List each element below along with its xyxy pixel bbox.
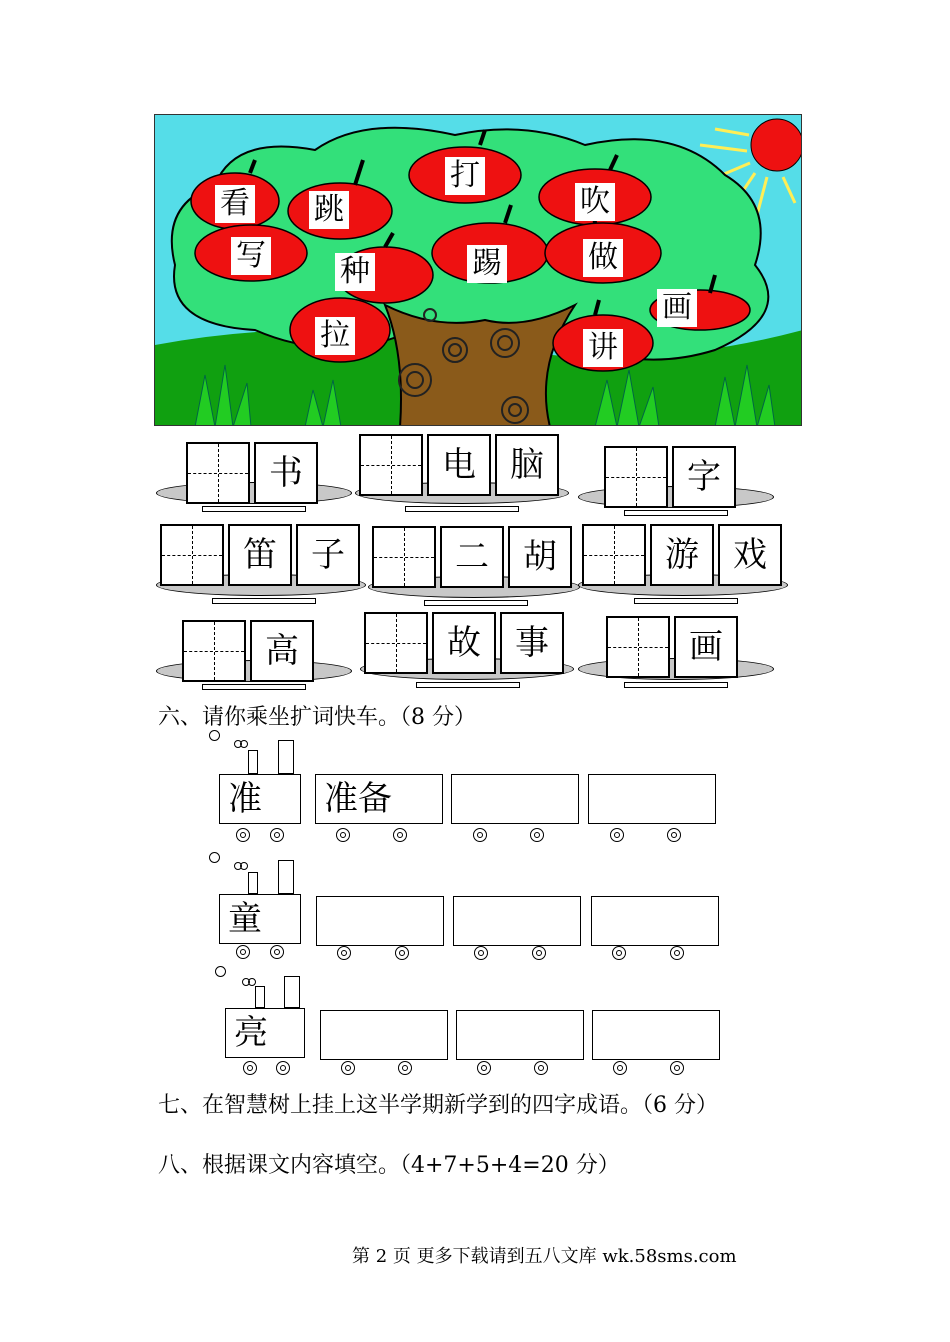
train-car[interactable] xyxy=(453,896,581,946)
sun-icon xyxy=(751,119,802,171)
chimney xyxy=(255,986,265,1008)
plate xyxy=(156,524,366,608)
dish-base xyxy=(212,598,316,604)
char-cell: 脑 xyxy=(495,434,559,496)
plate xyxy=(156,442,352,518)
wheel-icon xyxy=(236,828,250,842)
wheel-icon xyxy=(473,828,487,842)
chimney xyxy=(278,740,294,774)
blank-writing-cell[interactable] xyxy=(604,446,668,508)
smoke-icon xyxy=(209,852,220,863)
char-cell: 笛 xyxy=(228,524,292,586)
char-cell: 书 xyxy=(254,442,318,504)
smoke-icon xyxy=(240,740,248,748)
blank-writing-cell[interactable] xyxy=(186,442,250,504)
blank-writing-cell[interactable] xyxy=(364,612,428,674)
dish-base xyxy=(202,684,306,690)
wheel-icon xyxy=(670,1061,684,1075)
apple-label: 画 xyxy=(657,289,697,327)
char-cell: 事 xyxy=(500,612,564,674)
train-car[interactable] xyxy=(316,896,444,946)
blank-writing-cell[interactable] xyxy=(160,524,224,586)
plate xyxy=(360,612,574,692)
chimney xyxy=(284,976,300,1008)
page-footer: 第 2 页 更多下载请到五八文库 wk.58sms.com xyxy=(352,1246,737,1267)
engine-car: 亮 xyxy=(225,1008,305,1058)
apple-label: 写 xyxy=(231,237,271,275)
wheel-icon xyxy=(477,1061,491,1075)
blank-writing-cell[interactable] xyxy=(372,526,436,588)
dish-base xyxy=(624,682,728,688)
tree-trunk xyxy=(385,305,575,426)
wheel-icon xyxy=(276,1061,290,1075)
dish-base xyxy=(624,510,728,516)
wheel-icon xyxy=(393,828,407,842)
blank-writing-cell[interactable] xyxy=(182,620,246,682)
wheel-icon xyxy=(613,1061,627,1075)
dish-base xyxy=(634,598,738,604)
char-cell: 戏 xyxy=(718,524,782,586)
train-car[interactable] xyxy=(591,896,719,946)
plate xyxy=(578,616,774,692)
wheel-icon xyxy=(398,1061,412,1075)
dish-base xyxy=(405,506,519,512)
char-cell: 故 xyxy=(432,612,496,674)
dish-base xyxy=(424,600,528,606)
apple-label: 吹 xyxy=(575,183,615,221)
section-8-title: 八、根据课文内容填空。（4+7+5+4=20 分） xyxy=(158,1153,620,1178)
train-car[interactable] xyxy=(456,1010,584,1060)
wheel-icon xyxy=(670,946,684,960)
wheel-icon xyxy=(667,828,681,842)
plate xyxy=(578,446,774,520)
smoke-icon xyxy=(209,730,220,741)
char-cell: 画 xyxy=(674,616,738,678)
char-cell: 子 xyxy=(296,524,360,586)
apple-label: 做 xyxy=(583,239,623,277)
apple-label: 踢 xyxy=(467,245,507,283)
dish-base xyxy=(416,682,520,688)
apple-label: 种 xyxy=(335,253,375,291)
char-cell: 游 xyxy=(650,524,714,586)
apple-label: 跳 xyxy=(309,191,349,229)
wheel-icon xyxy=(341,1061,355,1075)
wheel-icon xyxy=(236,945,250,959)
train-car[interactable] xyxy=(451,774,579,824)
train-car[interactable] xyxy=(592,1010,720,1060)
plate xyxy=(368,526,580,610)
wheel-icon xyxy=(610,828,624,842)
smoke-icon xyxy=(215,966,226,977)
plate xyxy=(355,434,569,518)
plate xyxy=(156,620,352,694)
chimney xyxy=(248,750,258,774)
char-cell: 高 xyxy=(250,620,314,682)
train-car[interactable] xyxy=(320,1010,448,1060)
engine-car: 准 xyxy=(219,774,301,824)
section-7-title: 七、在智慧树上挂上这半学期新学到的四字成语。（6 分） xyxy=(158,1093,718,1118)
chimney xyxy=(278,860,294,894)
apple-label: 讲 xyxy=(583,329,623,367)
blank-writing-cell[interactable] xyxy=(606,616,670,678)
wheel-icon xyxy=(395,946,409,960)
blank-writing-cell[interactable] xyxy=(582,524,646,586)
wheel-icon xyxy=(337,946,351,960)
wheel-icon xyxy=(534,1061,548,1075)
chimney xyxy=(248,872,258,894)
apple-label: 打 xyxy=(445,157,485,195)
wheel-icon xyxy=(530,828,544,842)
engine-car: 童 xyxy=(219,894,301,944)
apple-label: 拉 xyxy=(315,317,355,355)
wheel-icon xyxy=(243,1061,257,1075)
wheel-icon xyxy=(270,828,284,842)
wheel-icon xyxy=(532,946,546,960)
char-cell: 二 xyxy=(440,526,504,588)
tree-picture xyxy=(154,114,802,426)
wheel-icon xyxy=(270,945,284,959)
wheel-icon xyxy=(612,946,626,960)
plate xyxy=(578,524,788,608)
wheel-icon xyxy=(474,946,488,960)
blank-writing-cell[interactable] xyxy=(359,434,423,496)
char-cell: 电 xyxy=(427,434,491,496)
apple-label: 看 xyxy=(215,185,255,223)
train-car[interactable]: 准备 xyxy=(315,774,443,824)
wheel-icon xyxy=(336,828,350,842)
char-cell: 字 xyxy=(672,446,736,508)
smoke-icon xyxy=(248,978,256,986)
section-6-title: 六、请你乘坐扩词快车。（8 分） xyxy=(158,705,476,730)
smoke-icon xyxy=(240,862,248,870)
char-cell: 胡 xyxy=(508,526,572,588)
train-car[interactable] xyxy=(588,774,716,824)
dish-base xyxy=(202,506,306,512)
